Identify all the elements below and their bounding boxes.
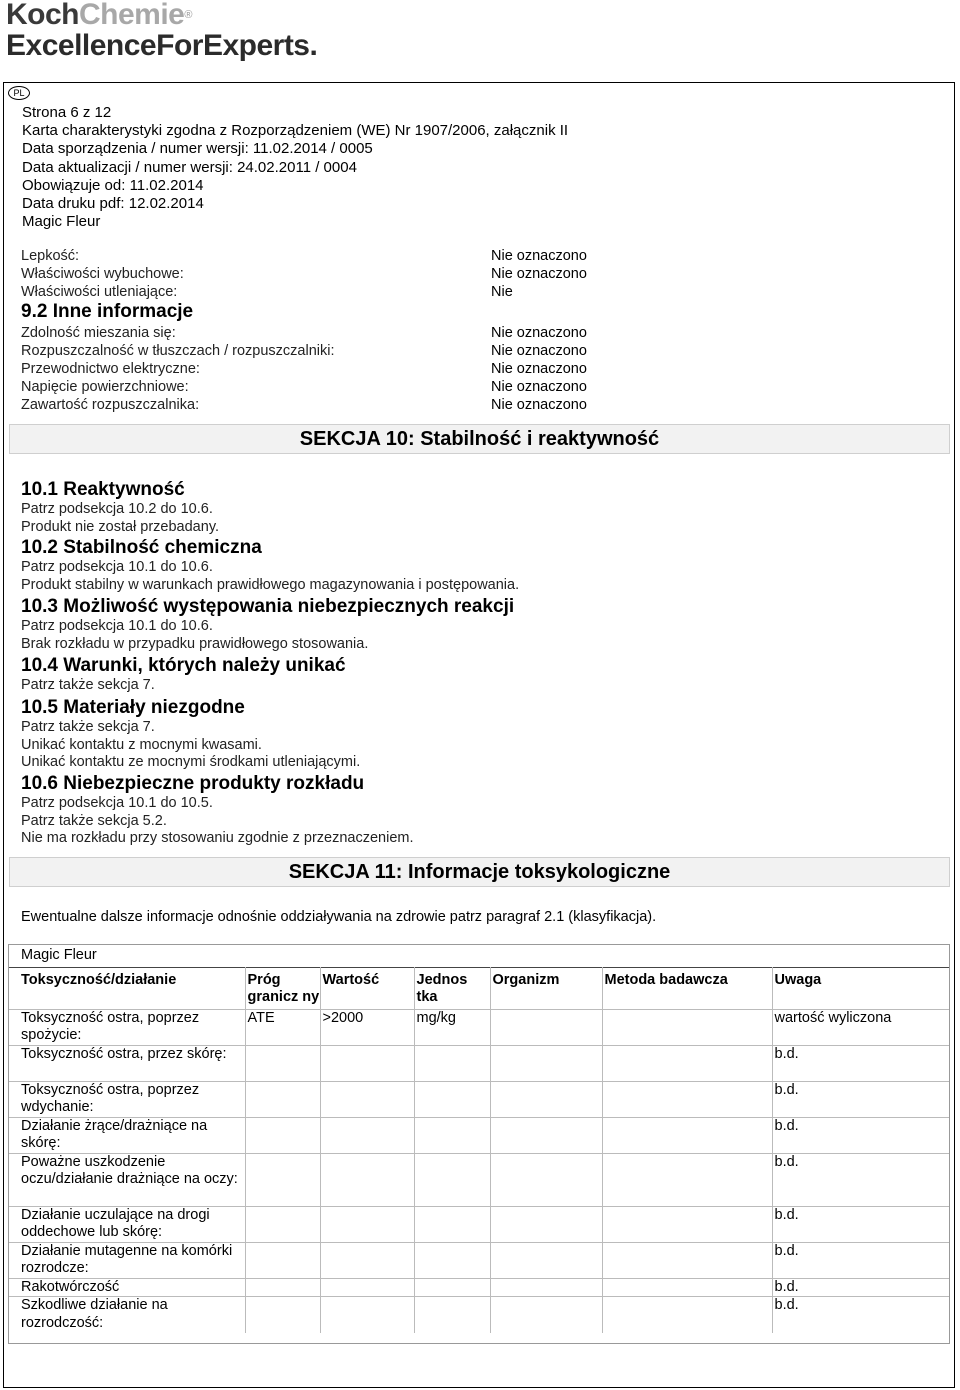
table-cell: [245, 1206, 320, 1242]
table-cell: [490, 1081, 602, 1117]
health-effects-note: Ewentualne dalsze informacje odnośnie oddziaływania na zdrowie patrz paragraf 2.1 (klasyfikacja).: [21, 909, 657, 925]
document-header: [22, 104, 568, 231]
column-header: Wartość: [320, 967, 414, 1009]
table-cell: b.d.: [772, 1242, 949, 1278]
table-cell: Rakotwórczość: [9, 1278, 245, 1297]
logo-chemie: Chemie: [79, 0, 185, 31]
table-cell: [320, 1242, 414, 1278]
header-line: Magic Fleur: [22, 213, 101, 231]
column-header: Uwaga: [772, 967, 949, 1009]
table-row: [9, 1117, 949, 1153]
subsection-text: Patrz podsekcja 10.1 do 10.5.: [21, 795, 213, 811]
subsection-text: Produkt stabilny w warunkach prawidłowego magazynowania i postępowania.: [21, 576, 520, 593]
table-cell: [320, 1081, 414, 1117]
table-cell: [602, 1153, 772, 1206]
table-cell: [245, 1242, 320, 1278]
table-cell: Działanie mutagenne na komórki rozrodcze:: [9, 1242, 245, 1278]
property-label: Zawartość rozpuszczalnika:: [21, 397, 200, 413]
subsection-10-6: [21, 773, 414, 848]
table-cell: [245, 1297, 320, 1333]
subsection-text: Patrz podsekcja 10.1 do 10.6.: [21, 559, 213, 575]
table-cell: [602, 1081, 772, 1117]
table-cell: [245, 1117, 320, 1153]
toxicity-table: [8, 944, 950, 1344]
table-cell: [602, 1045, 772, 1081]
table-header: [9, 967, 949, 1009]
table-cell: b.d.: [772, 1297, 949, 1333]
table-cell: [602, 1009, 772, 1045]
subsection-heading: 10.5 Materiały niezgodne: [21, 697, 245, 718]
header-line: Karta charakterystyki zgodna z Rozporządzeniem (WE) Nr 1907/2006, załącznik II: [22, 122, 569, 140]
table-cell: [320, 1297, 414, 1333]
table-cell: [490, 1206, 602, 1242]
logo-tagline: ExcellenceForExperts.: [6, 29, 318, 62]
header-line: Strona 6 z 12: [22, 104, 112, 121]
table-cell: b.d.: [772, 1117, 949, 1153]
column-header: Organizm: [490, 967, 602, 1009]
header-line: Data druku pdf: 12.02.2014: [22, 195, 204, 213]
table-row: [9, 1081, 949, 1117]
property-value: Nie: [491, 284, 513, 300]
table-cell: [414, 1117, 490, 1153]
subsection-text: Brak rozkładu w przypadku prawidłowego stosowania.: [21, 635, 369, 652]
table-cell: [414, 1153, 490, 1206]
table-cell: [602, 1278, 772, 1297]
table-cell: Działanie żrące/drażniące na skórę:: [9, 1117, 245, 1153]
subsection-text: Patrz także sekcja 5.2.: [21, 812, 167, 829]
property-label: Lepkość:: [21, 248, 80, 264]
table-cell: b.d.: [772, 1206, 949, 1242]
table-cell: [490, 1278, 602, 1297]
header-line: Data aktualizacji / numer wersji: 24.02.2011 / 0004: [22, 158, 357, 176]
subsection-text: Unikać kontaktu ze mocnymi środkami utleniającymi.: [21, 754, 361, 770]
table-cell: ATE: [245, 1009, 320, 1045]
table-cell: Działanie uczulające na drogi oddechowe lub skórę:: [9, 1206, 245, 1242]
table-cell: [320, 1117, 414, 1153]
table-row: [9, 1153, 949, 1206]
table-cell: [414, 1242, 490, 1278]
column-header: Jednos tka: [414, 967, 490, 1009]
language-badge: PL: [8, 86, 30, 100]
subsection-heading-9-2: 9.2 Inne informacje: [21, 301, 194, 322]
subsection-heading: 10.2 Stabilność chemiczna: [21, 537, 262, 558]
property-value: Nie oznaczono: [491, 397, 587, 413]
table-cell: b.d.: [772, 1081, 949, 1117]
table-cell: wartość wyliczona: [772, 1009, 949, 1045]
property-label: Rozpuszczalność w tłuszczach / rozpuszczalniki:: [21, 343, 335, 359]
table-cell: >2000: [320, 1009, 414, 1045]
table-cell: [414, 1081, 490, 1117]
table-cell: [490, 1009, 602, 1045]
property-value: Nie oznaczono: [491, 266, 587, 282]
table-cell: mg/kg: [414, 1009, 490, 1045]
table-cell: Toksyczność ostra, poprzez wdychanie:: [9, 1081, 245, 1117]
table-row: [9, 1242, 949, 1278]
table-cell: [490, 1117, 602, 1153]
table-cell: [602, 1206, 772, 1242]
property-value: Nie oznaczono: [491, 343, 587, 359]
property-label: Właściwości wybuchowe:: [21, 266, 184, 282]
table-cell: [245, 1045, 320, 1081]
table-row: [9, 1206, 949, 1242]
subsection-heading: 10.3 Możliwość występowania niebezpiecznych reakcji: [21, 596, 515, 617]
table-cell: [320, 1153, 414, 1206]
section-11-header: SEKCJA 11: Informacje toksykologiczne: [9, 857, 950, 887]
property-label: Napięcie powierzchniowe:: [21, 379, 189, 395]
header-line: Obowiązuje od: 11.02.2014: [22, 176, 204, 194]
table-row: [9, 1278, 949, 1297]
property-value: Nie oznaczono: [491, 361, 587, 377]
table-cell: b.d.: [772, 1153, 949, 1206]
table-row: [9, 1297, 949, 1333]
logo-registered: ®: [184, 9, 192, 21]
table-cell: Toksyczność ostra, poprzez spożycie:: [9, 1009, 245, 1045]
subsection-10-4: [21, 655, 346, 695]
table-cell: [602, 1297, 772, 1333]
table-cell: [245, 1153, 320, 1206]
property-value: Nie oznaczono: [491, 379, 587, 395]
subsection-text: Patrz podsekcja 10.1 do 10.6.: [21, 618, 213, 634]
column-header: Metoda badawcza: [602, 967, 772, 1009]
table-cell: [414, 1297, 490, 1333]
table-cell: [320, 1045, 414, 1081]
subsection-heading: 10.4 Warunki, których należy unikać: [21, 655, 346, 676]
subsection-text: Nie ma rozkładu przy stosowaniu zgodnie z przeznaczeniem.: [21, 830, 414, 846]
subsection-10-3: [21, 596, 514, 653]
table-row: [9, 1009, 949, 1045]
table-title: Magic Fleur: [21, 947, 97, 963]
table-cell: [414, 1278, 490, 1297]
section-10-header: SEKCJA 10: Stabilność i reaktywność: [9, 424, 950, 454]
property-value: Nie oznaczono: [491, 248, 587, 264]
table-cell: Toksyczność ostra, przez skórę:: [9, 1045, 245, 1081]
table-cell: [490, 1045, 602, 1081]
table-cell: [320, 1278, 414, 1297]
column-header: Próg granicz ny: [245, 967, 320, 1009]
subsection-text: Unikać kontaktu z mocnymi kwasami.: [21, 736, 262, 753]
table-cell: [602, 1117, 772, 1153]
subsection-10-5: [21, 697, 360, 772]
property-label: Przewodnictwo elektryczne:: [21, 361, 200, 377]
subsection-text: Patrz podsekcja 10.2 do 10.6.: [21, 501, 213, 517]
subsection-10-1: [21, 479, 219, 536]
subsection-heading: 10.6 Niebezpieczne produkty rozkładu: [21, 773, 365, 794]
subsection-text: Produkt nie został przebadany.: [21, 518, 220, 535]
table-cell: [602, 1242, 772, 1278]
header-line: Data sporządzenia / numer wersji: 11.02.2014 / 0005: [22, 140, 373, 158]
table-cell: Poważne uszkodzenie oczu/działanie drażniące na oczy:: [9, 1153, 245, 1206]
table-cell: [490, 1242, 602, 1278]
table-cell: [490, 1153, 602, 1206]
table-cell: b.d.: [772, 1045, 949, 1081]
property-value: Nie oznaczono: [491, 325, 587, 341]
property-label: Właściwości utleniające:: [21, 284, 178, 300]
table-cell: [320, 1206, 414, 1242]
property-label: Zdolność mieszania się:: [21, 325, 176, 341]
table-cell: [490, 1297, 602, 1333]
table-cell: [414, 1045, 490, 1081]
subsection-text: Patrz także sekcja 7.: [21, 719, 155, 735]
table-cell: [245, 1278, 320, 1297]
table-cell: [245, 1081, 320, 1117]
table-cell: [414, 1206, 490, 1242]
table-cell: b.d.: [772, 1278, 949, 1297]
subsection-10-2: [21, 537, 519, 594]
table-row: [9, 1045, 949, 1081]
column-header: Toksyczność/działanie: [9, 967, 245, 1009]
logo-koch: Koch: [6, 0, 79, 31]
subsection-heading: 10.1 Reaktywność: [21, 479, 185, 500]
table-cell: Szkodliwe działanie na rozrodczość:: [9, 1297, 245, 1333]
company-logo: [6, 0, 336, 60]
subsection-text: Patrz także sekcja 7.: [21, 677, 155, 693]
